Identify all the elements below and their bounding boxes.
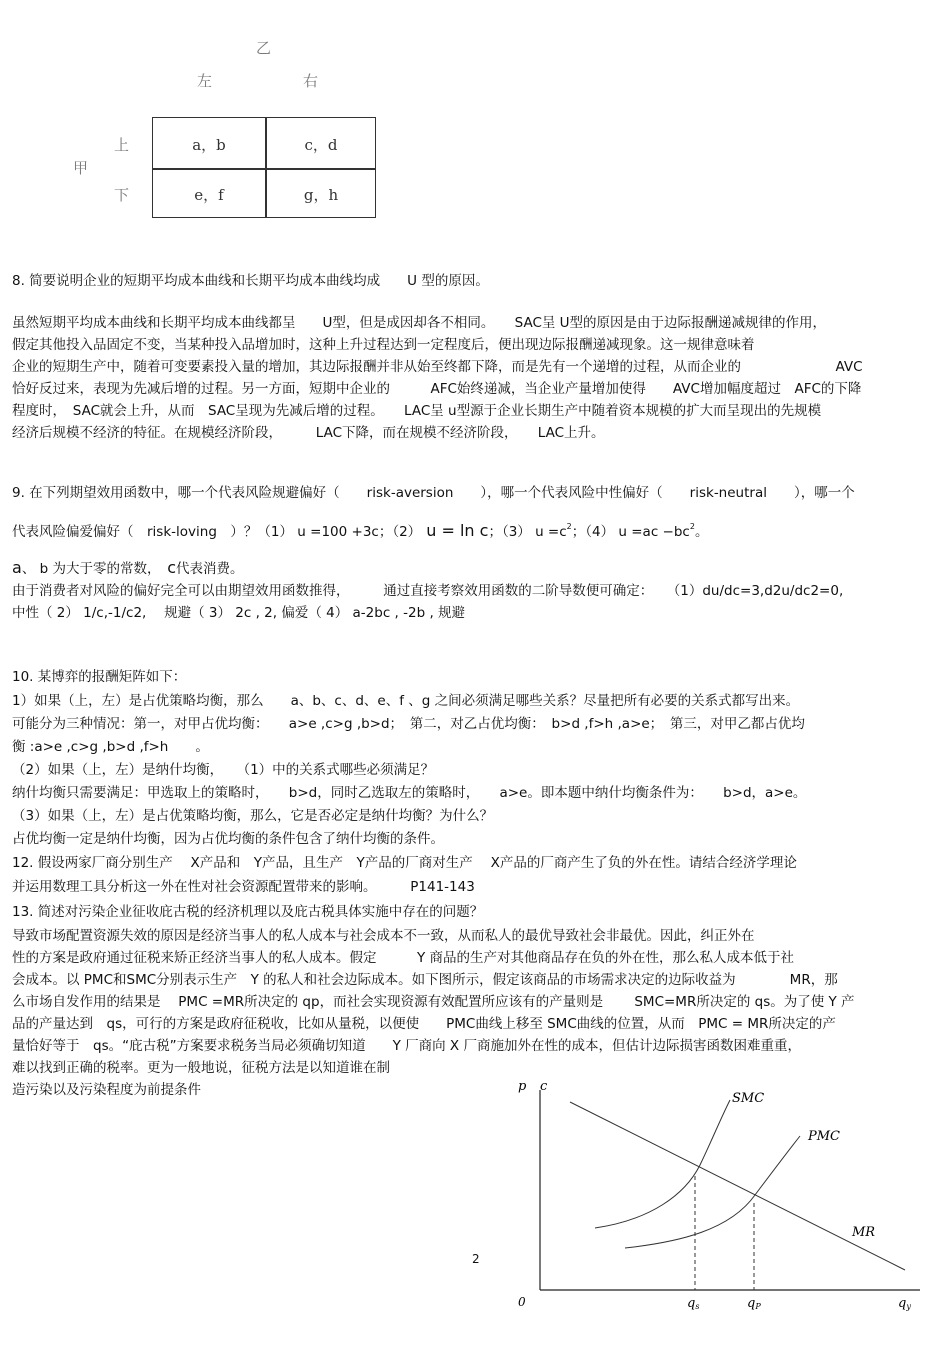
payoff-matrix — [152, 117, 376, 218]
q9-line1: 9. 在下列期望效用函数中，哪一个代表风险规避偏好（ risk-aversion ），哪一个代表风险中性偏好（ risk-neutral ），哪一个 — [12, 485, 855, 501]
q10-line: （3）如果（上，左）是占优策略均衡，那么，它是否必定是纳什均衡？为什么？ — [12, 808, 494, 824]
mr-label: MR — [852, 1225, 876, 1240]
q13-line: 品的产量达到 qs，可行的方案是政府征税收，比如从量税，以便使 PMC曲线上移至 SMC曲线的位置，从而 PMC = MR所决定的产 — [12, 1016, 836, 1032]
q13-line: 会成本。以 PMC和SMC分别表示生产 Y 的私人和社会边际成本。如下图所示，假定该商品的市场需求决定的边际收益为 MR，那 — [12, 972, 838, 988]
q9-formula-4: ；（4） u =ac −bc — [571, 524, 690, 540]
qp-label: qP — [747, 1296, 761, 1311]
q9-formula-2: u = ln c — [421, 521, 489, 540]
q9-formula-4-sup: 2 — [689, 522, 695, 531]
q13-line: 导致市场配置资源失效的原因是经济当事人的私人成本与社会成本不一致，从而私人的最优导致社会非最优。因此，纠正外在 — [12, 928, 755, 944]
pigou-tax-graph — [500, 1070, 930, 1320]
matrix-col-left: 左 — [197, 72, 213, 90]
q10-line: （2）如果（上，左）是纳什均衡， （1）中的关系式哪些必须满足？ — [12, 762, 435, 778]
q9-line2-text: 代表风险偏爱偏好（ risk-loving ）？（1） — [12, 524, 293, 540]
cell-up-right: c，d — [304, 136, 338, 154]
q9-const-text: 、 b 为大于零的常数， — [21, 561, 154, 577]
qs-label: qs — [687, 1296, 700, 1311]
q9-formula-3-sup: 2 — [566, 522, 572, 531]
y-label-p: p — [518, 1079, 527, 1094]
q9-const-c: c — [167, 558, 177, 577]
q12-line: 并运用数理工具分析这一外在性对社会资源配置带来的影响。 P141-143 — [12, 879, 475, 895]
smc-curve — [595, 1100, 730, 1228]
q9-line3 — [12, 559, 244, 578]
smc-label: SMC — [732, 1091, 765, 1106]
q8-line: 程度时， SAC就会上升，从而 SAC呈现为先减后增的过程。 LAC呈 u型源于企业长期生产中随着资本规模的扩大而呈现出的先规模 — [12, 403, 822, 419]
q9-formula-1: u =100 +3c；（2） — [293, 524, 422, 540]
y-label-c: c — [540, 1079, 548, 1094]
q10-line: 可能分为三种情况：第一，对甲占优均衡： a>e ,c>g ,b>d； 第二，对乙占优均衡： b>d ,f>h ,a>e； 第三，对甲乙都占优均 — [12, 716, 805, 732]
q10-line: 纳什均衡只需要满足：甲选取上的策略时， b>d，同时乙选取左的策略时， a>e。即本题中纳什均衡条件为： b>d，a>e。 — [12, 785, 807, 801]
matrix-row-up: 上 — [114, 136, 130, 154]
origin-label: 0 — [518, 1295, 526, 1309]
page-number: 2 — [472, 1252, 480, 1266]
q8-line: 虽然短期平均成本曲线和长期平均成本曲线都呈 U型，但是成因却各不相同。 SAC呈 U型的原因是由于边际报酬递减规律的作用， — [12, 315, 827, 331]
matrix-player-col: 乙 — [256, 39, 272, 57]
q13-line: 么市场自发作用的结果是 PMC =MR所决定的 qp，而社会实现资源有效配置所应该有的产量则是 SMC=MR所决定的 qs。为了使 Y 产 — [12, 994, 855, 1010]
matrix-row-down: 下 — [114, 186, 130, 204]
q9-formula-end: 。 — [694, 524, 709, 540]
q9-const-text2: 代表消费。 — [176, 561, 244, 577]
q13-line: 量恰好等于 qs。“庇古税”方案要求税务当局必须确切知道 Y 厂商向 X 厂商施加外在性的成本，但估计边际损害函数困难重重， — [12, 1038, 801, 1054]
q10-line: 占优均衡一定是纳什均衡，因为占优均衡的条件包含了纳什均衡的条件。 — [12, 831, 444, 847]
matrix-col-right: 右 — [303, 72, 319, 90]
q9-line4: 由于消费者对风险的偏好完全可以由期望效用函数推得， 通过直接考察效用函数的二阶导数便可确定： （1）du/dc=3,d2u/dc2=0, — [12, 583, 844, 599]
q9-const-a: a — [12, 558, 22, 577]
q13-line: 难以找到正确的税率。更为一般地说，征税方法是以知道谁在制 — [12, 1060, 390, 1076]
pmc-label: PMC — [808, 1129, 841, 1144]
cell-up-left: a，b — [192, 136, 226, 154]
mr-curve — [570, 1102, 905, 1270]
qy-label: qy — [898, 1296, 911, 1311]
q10-line: 1）如果（上，左）是占优策略均衡，那么 a、b、c、d、e、f 、g 之间必须满足哪些关系？尽量把所有必要的关系式都写出来。 — [12, 693, 800, 709]
q9-formula-3: ；（3） u =c — [488, 524, 567, 540]
q13-line: 造污染以及污染程度为前提条件 — [12, 1082, 201, 1098]
cell-down-left: e，f — [194, 186, 224, 204]
q9-line2 — [12, 522, 708, 543]
q8-title: 8. 简要说明企业的短期平均成本曲线和长期平均成本曲线均成 U 型的原因。 — [12, 273, 489, 289]
q8-line: 经济后规模不经济的特征。在规模经济阶段， LAC下降，而在规模不经济阶段， LAC上升。 — [12, 425, 605, 441]
q10-line: 衡 :a>e ,c>g ,b>d ,f>h 。 — [12, 739, 209, 755]
q13-line: 13. 简述对污染企业征收庇古税的经济机理以及庇古税具体实施中存在的问题？ — [12, 904, 484, 920]
q8-line: 假定其他投入品固定不变，当某种投入品增加时，这种上升过程达到一定程度后，便出现边际报酬递减现象。这一规律意味着 — [12, 337, 755, 353]
q8-line: 企业的短期生产中，随着可变要素投入量的增加，其边际报酬并非从始至终都下降，而是先有一个递增的过程，从而企业的 AVC — [12, 359, 863, 375]
q10-line: 10. 某博弈的报酬矩阵如下： — [12, 669, 187, 685]
q12-line: 12. 假设两家厂商分别生产 X产品和 Y产品，且生产 Y产品的厂商对生产 X产品的厂商产生了负的外在性。请结合经济学理论 — [12, 855, 797, 871]
q13-line: 性的方案是政府通过征税来矫正经济当事人的私人成本。假定 Y 商品的生产对其他商品存在负的外在性，那么私人成本低于社 — [12, 950, 795, 966]
q9-line5: 中性（ 2） 1/c,-1/c2, 规避（ 3） 2c , 2, 偏爱（ 4） a-2bc , -2b , 规避 — [12, 605, 466, 621]
q8-line: 恰好反过来，表现为先减后增的过程。另一方面，短期中企业的 AFC始终递减，当企业产量增加使得 AVC增加幅度超过 AFC的下降 — [12, 381, 862, 397]
pmc-curve — [625, 1136, 800, 1248]
matrix-player-row: 甲 — [73, 159, 89, 177]
cell-down-right: g，h — [303, 186, 339, 204]
